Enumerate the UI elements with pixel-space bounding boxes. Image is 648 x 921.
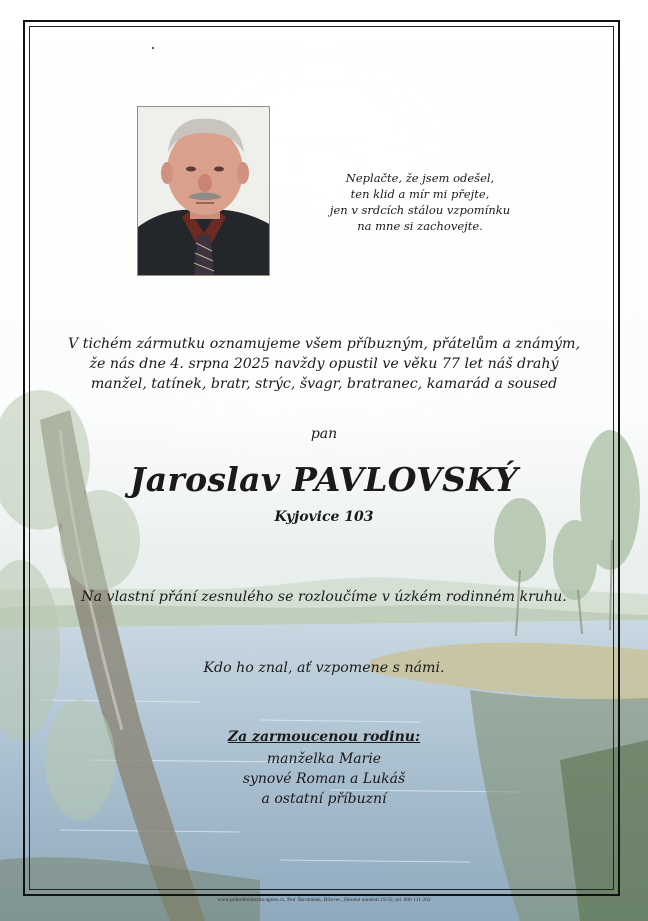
farewell-note: Na vlastní přání zesnulého se rozloučíme v úzkém rodinném kruhu. [81,589,567,605]
funeral-service-footer: www.pohrebnisluzba-agnes.cz, Petr Škrobánek, Bílovec, Slezské náměstí 19/32, tel. 800 111 202 [217,897,431,903]
poem-line: Neplačte, že jsem odešel, [345,171,495,185]
family-member: a ostatní příbuzní [261,791,387,807]
announcement-line: že nás dne 4. srpna 2025 navždy opustil ve věku 77 let náš drahý [89,356,559,372]
remember-note: Kdo ho znal, ať vzpomene s námi. [203,660,445,676]
deceased-address: Kyjovice 103 [274,509,374,525]
family-heading: Za zarmoucenou rodinu: [227,729,421,745]
poem-line: na mne si zachovejte. [357,219,483,233]
memorial-poem [318,170,522,234]
family-member: manželka Marie [266,751,382,767]
family-signature [0,727,648,809]
announcement-line: V tichém zármutku oznamujeme všem příbuzným, přátelům a známým, [68,336,580,352]
poem-line: jen v srdcích stálou vzpomínku [329,203,511,217]
poem-line: ten klid a mír mi přejte, [350,187,490,201]
announcement-line: manžel, tatínek, bratr, strýc, švagr, bratranec, kamarád a soused [90,376,558,392]
speck-mark [152,47,154,49]
salutation: pan [310,426,338,442]
portrait-photo [137,106,270,276]
death-announcement [60,334,588,394]
deceased-name: Jaroslav PAVLOVSKÝ [129,460,519,499]
family-member: synové Roman a Lukáš [242,771,406,787]
